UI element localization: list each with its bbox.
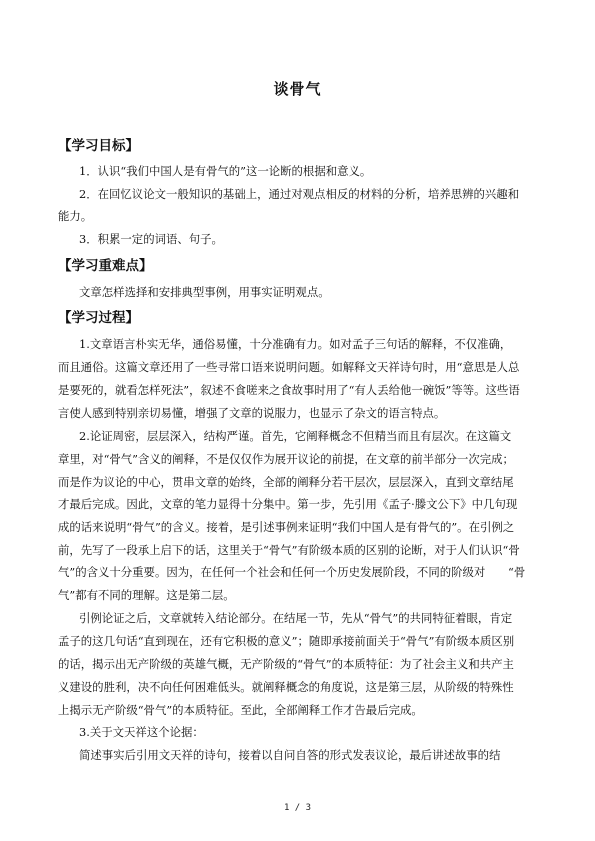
goal-item: 2．在回忆议论文一般知识的基础上，通过对观点相反的材料的分析，培养思辨的兴趣和 bbox=[79, 187, 520, 201]
paragraph-line: 1.文章语言朴实无华，通俗易懂，十分准确有力。如对孟子三句话的解释，不仅准确， bbox=[79, 337, 512, 351]
paragraph-line: 2.论证周密，层层深入，结构严谨。首先，它阐释概念不但精当而且有层次。在这篇文 bbox=[79, 429, 512, 443]
paragraph-line: 言使人感到特别亲切易懂，增强了文章的说服力，也显示了杂文的语言特点。 bbox=[58, 406, 446, 420]
paragraph-line: 的话，揭示出无产阶级的英雄气概，无产阶级的“骨气”的本质特征：为了社会主义和共产主 bbox=[58, 657, 514, 671]
paragraph-line: 而且通俗。这篇文章还用了一些寻常口语来说明问题。如解释文天祥诗句时，用“意思是人总 bbox=[58, 360, 520, 374]
goals-heading: 【学习目标】 bbox=[58, 138, 139, 154]
page-number: 1 / 3 bbox=[283, 803, 312, 813]
paragraph-line: 气”的含义十分重要。因为，在任何一个社会和任何一个历史发展阶段，不同的阶级对 “骨 bbox=[58, 565, 526, 579]
paragraph-line: 才最后完成。因此，文章的笔力显得十分集中。第一步，先引用《孟子·滕文公下》中几句现 bbox=[58, 497, 518, 511]
page-title: 谈骨气 bbox=[273, 80, 322, 98]
key-point-item: 文章怎样选择和安排典型事例，用事实证明观点。 bbox=[79, 285, 330, 299]
paragraph-line: 3.关于文天祥这个论据： bbox=[79, 725, 204, 739]
paragraph-line: 成的话来说明“骨气”的含义。接着，是引述事例来证明“我们中国人是有骨气的”。在引例之 bbox=[58, 520, 515, 534]
key-points-heading: 【学习重难点】 bbox=[58, 258, 153, 274]
goal-item: 1．认识“我们中国人是有骨气的”这一论断的根据和意义。 bbox=[79, 164, 372, 178]
paragraph-line: 上揭示无产阶级“骨气”的本质特征。至此，全部阐释工作才告最后完成。 bbox=[58, 703, 423, 717]
goal-item: 能力。 bbox=[58, 209, 93, 223]
process-heading: 【学习过程】 bbox=[58, 310, 139, 326]
paragraph-line: 是要死的，就看怎样死法”，叙述不食嗟来之食故事时用了“有人丢给他一碗饭”等等。这些语 bbox=[58, 383, 520, 397]
goal-item: 3．积累一定的词语、句子。 bbox=[79, 232, 223, 246]
paragraph-line: 章里，对“骨气”含义的阐释，不是仅仅作为展开议论的前提，在文章的前半部分一次完成； bbox=[58, 452, 514, 466]
paragraph-line: 而是作为议论的中心，贯串文章的始终，全部的阐释分若干层次，层层深入，直到文章结尾 bbox=[58, 475, 514, 489]
paragraph-line: 简述事实后引用文天祥的诗句，接着以自问自答的形式发表议论，最后讲述故事的结 bbox=[79, 748, 501, 762]
paragraph-line: 义建设的胜利，决不向任何困难低头。就阐释概念的角度说，这是第三层，从阶级的特殊性 bbox=[58, 680, 514, 694]
paragraph-line: 气”都有不同的理解。这是第二层。 bbox=[58, 588, 235, 602]
paragraph-line: 前，先写了一段承上启下的话，这里关于“骨气”有阶级本质的区别的论断，对于人们认识“骨 bbox=[58, 543, 520, 557]
paragraph-line: 引例论证之后，文章就转入结论部分。在结尾一节，先从“骨气”的共同特征着眼，肯定 bbox=[79, 611, 513, 625]
paragraph-line: 孟子的这几句话“直到现在，还有它积极的意义”；随即承接前面关于“骨气”有阶级本质区别 bbox=[58, 634, 515, 648]
